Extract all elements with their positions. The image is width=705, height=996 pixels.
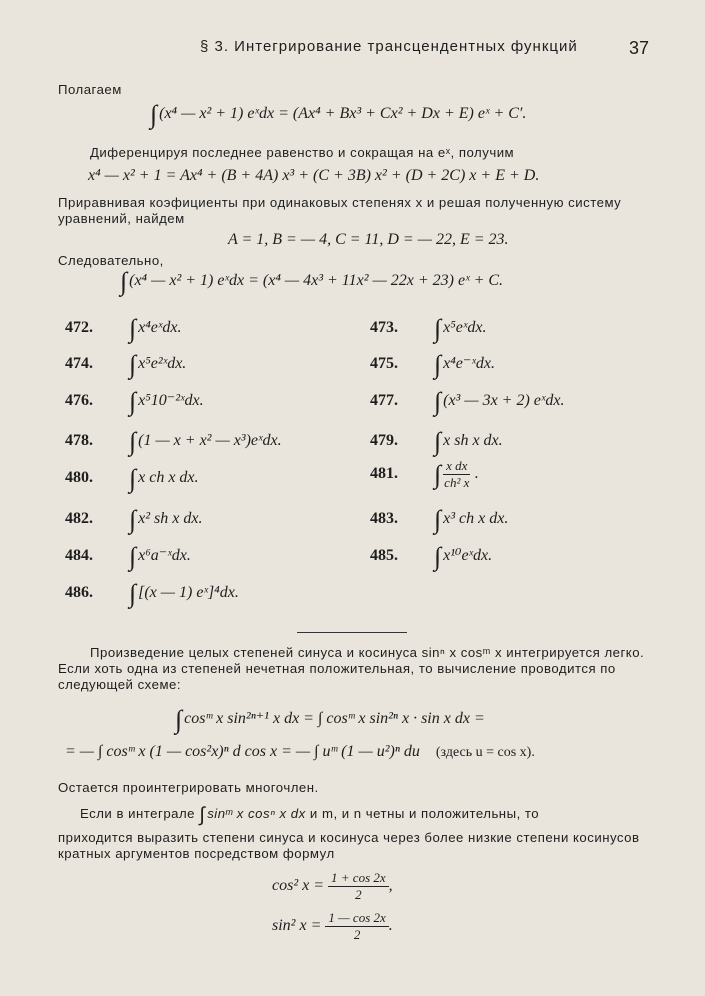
fraction-denominator: ch² x bbox=[444, 475, 470, 490]
problem-486 bbox=[65, 579, 239, 609]
problem-number: 481. bbox=[370, 465, 398, 483]
integral-sign-icon: ∫ bbox=[129, 350, 137, 379]
text-product: Произведение целых степеней синуса и косинуса sinⁿ x cosᵐ x интегрируется легко. Если хоть одна из степеней нечетная положительная, то вычисление проводится по следующей схеме: bbox=[58, 645, 645, 692]
problem-expression: x⁵e²ˣdx. bbox=[138, 355, 187, 372]
problem-475 bbox=[370, 350, 495, 380]
problem-483 bbox=[370, 505, 508, 535]
problem-482 bbox=[65, 505, 202, 535]
problem-number: 474. bbox=[65, 355, 93, 372]
problem-expression: x⁶a⁻ˣdx. bbox=[138, 547, 191, 564]
integral-sign-icon: ∫ bbox=[434, 314, 442, 343]
fraction-numerator: 1 + cos 2x bbox=[328, 870, 389, 887]
equation-5 bbox=[175, 705, 485, 735]
page-header: § 3. Интегрирование трансцендентных функций bbox=[200, 38, 578, 55]
integral-sign-icon: ∫ bbox=[129, 542, 137, 571]
integral-sign-icon: ∫ bbox=[129, 314, 137, 343]
integral-sign-icon: ∫ bbox=[434, 350, 442, 379]
formula-cos-square: cos² x = $\frac{1 + \cos 2x}{2}$ , bbox=[272, 870, 393, 902]
problem-number: 485. bbox=[370, 547, 398, 564]
problem-485 bbox=[370, 542, 492, 572]
integral-sign-icon: ∫ bbox=[120, 267, 128, 296]
problem-expression: x² sh x dx. bbox=[138, 510, 203, 527]
text-even-integral: sinᵐ x cosⁿ x dx bbox=[207, 806, 306, 821]
problem-472 bbox=[65, 314, 182, 344]
problem-number: 479. bbox=[370, 432, 398, 449]
text-hence: Следовательно, bbox=[58, 253, 164, 268]
problem-expression: [(x — 1) eˣ]⁴dx. bbox=[138, 584, 239, 601]
integral-sign-icon: ∫ bbox=[199, 804, 206, 826]
integral-sign-icon: ∫ bbox=[434, 387, 442, 416]
problem-number: 472. bbox=[65, 319, 93, 336]
integral-sign-icon: ∫ bbox=[434, 542, 442, 571]
integral-sign-icon: ∫ bbox=[129, 387, 137, 416]
integral-sign-icon: ∫ bbox=[129, 579, 137, 608]
equation-3: A = 1, B = — 4, C = 11, D = — 22, E = 23. bbox=[228, 231, 509, 248]
integral-sign-icon: ∫ bbox=[129, 505, 137, 534]
problem-expression: x⁵10⁻²ˣdx. bbox=[138, 392, 204, 409]
problem-number: 478. bbox=[65, 432, 93, 449]
fraction bbox=[443, 458, 470, 491]
fraction-denominator: 2 bbox=[353, 927, 361, 942]
page-number: 37 bbox=[628, 38, 649, 58]
fraction-denominator: 2 bbox=[355, 887, 362, 902]
problem-477 bbox=[370, 387, 565, 417]
problem-expression: x¹⁰eˣdx. bbox=[443, 547, 493, 564]
problem-number: 475. bbox=[370, 355, 398, 372]
problem-481: 481. ∫ $\frac{\text{x dx}}{\text{ch² x}}$ . bbox=[370, 458, 479, 490]
equation-6-note: (здесь u = cos x). bbox=[435, 745, 535, 760]
text-polagaem: Полагаем bbox=[58, 82, 122, 97]
text-even-pre: Если в интеграле bbox=[80, 806, 196, 821]
problem-479 bbox=[370, 427, 503, 457]
problem-expression: x sh x dx. bbox=[443, 432, 503, 449]
problem-expression: x³ ch x dx. bbox=[443, 510, 509, 527]
fraction-numerator: 1 — cos 2x bbox=[325, 910, 388, 927]
problem-number: 482. bbox=[65, 510, 93, 527]
problem-expression: x ch x dx. bbox=[138, 469, 199, 486]
problem-expression: x⁴eˣdx. bbox=[138, 319, 182, 336]
formula-lhs: sin² x = bbox=[272, 917, 322, 935]
integral-sign-icon: ∫ bbox=[150, 100, 158, 129]
problem-number: 483. bbox=[370, 510, 398, 527]
problem-expression: x⁵eˣdx. bbox=[443, 319, 487, 336]
problem-474 bbox=[65, 350, 186, 380]
problem-expression: x⁴e⁻ˣdx. bbox=[443, 355, 495, 372]
problem-478 bbox=[65, 427, 282, 457]
equation-6 bbox=[65, 743, 535, 761]
equation-5-text: cosᵐ x sin²ⁿ⁺¹ x dx = ∫ cosᵐ x sin²ⁿ x · sin x dx = bbox=[184, 710, 485, 727]
problem-476 bbox=[65, 387, 204, 417]
formula-sin-square: sin² x = $\frac{1 — \cos 2x}{2}$ . bbox=[272, 910, 393, 942]
equation-6-text: = — ∫ cosᵐ x (1 — cos²x)ⁿ d cos x = — ∫ uᵐ (1 — u²)ⁿ du bbox=[65, 743, 420, 760]
text-even-rest: приходится выразить степени синуса и косинуса через более низкие степени косинусов кратных аргументов посредством формул bbox=[58, 830, 640, 861]
equation-4 bbox=[120, 267, 503, 297]
integral-sign-icon: ∫ bbox=[129, 427, 137, 456]
text-remains: Остается проинтегрировать многочлен. bbox=[58, 780, 319, 795]
problem-number: 473. bbox=[370, 319, 398, 336]
equation-2: x⁴ — x² + 1 = Ax⁴ + (B + 4A) x³ + (C + 3B) x² + (D + 2C) x + E + D. bbox=[88, 167, 540, 184]
fraction-numerator: x dx bbox=[443, 458, 470, 475]
equation-4-text: (x⁴ — x² + 1) eˣdx = (x⁴ — 4x³ + 11x² — 22x + 23) eˣ + C. bbox=[129, 272, 504, 289]
problem-number: 486. bbox=[65, 584, 93, 601]
problem-480 bbox=[65, 464, 199, 494]
integral-sign-icon: ∫ bbox=[129, 464, 137, 493]
section-divider bbox=[297, 632, 407, 633]
text-even-line bbox=[58, 804, 655, 826]
problem-expression: (x³ — 3x + 2) eˣdx. bbox=[443, 392, 565, 409]
text-equate: Приравнивая коэфициенты при одинаковых степенях x и решая полученную систему уравнений, найдем bbox=[58, 195, 622, 226]
fraction bbox=[325, 910, 388, 943]
integral-sign-icon: ∫ bbox=[434, 427, 442, 456]
integral-sign-icon: ∫ bbox=[434, 460, 442, 490]
text-differentiate: Диференцируя последнее равенство и сокращая на eˣ, получим bbox=[90, 145, 515, 160]
integral-sign-icon: ∫ bbox=[434, 505, 442, 534]
problem-number: 477. bbox=[370, 392, 398, 409]
fraction bbox=[328, 870, 389, 903]
problem-number: 476. bbox=[65, 392, 93, 409]
problem-expression: (1 — x + x² — x³)eˣdx. bbox=[138, 432, 282, 449]
integral-sign-icon: ∫ bbox=[175, 705, 183, 734]
problem-484 bbox=[65, 542, 191, 572]
text-even-post: и m, и n четны и положительны, то bbox=[309, 806, 540, 821]
equation-1-text: (x⁴ — x² + 1) eˣdx = (Ax⁴ + Bx³ + Cx² + Dx + E) eˣ + C′. bbox=[159, 105, 527, 122]
formula-lhs: cos² x = bbox=[272, 877, 325, 895]
equation-1 bbox=[150, 100, 526, 130]
problem-number: 484. bbox=[65, 547, 93, 564]
problem-number: 480. bbox=[65, 469, 93, 486]
problem-473 bbox=[370, 314, 487, 344]
